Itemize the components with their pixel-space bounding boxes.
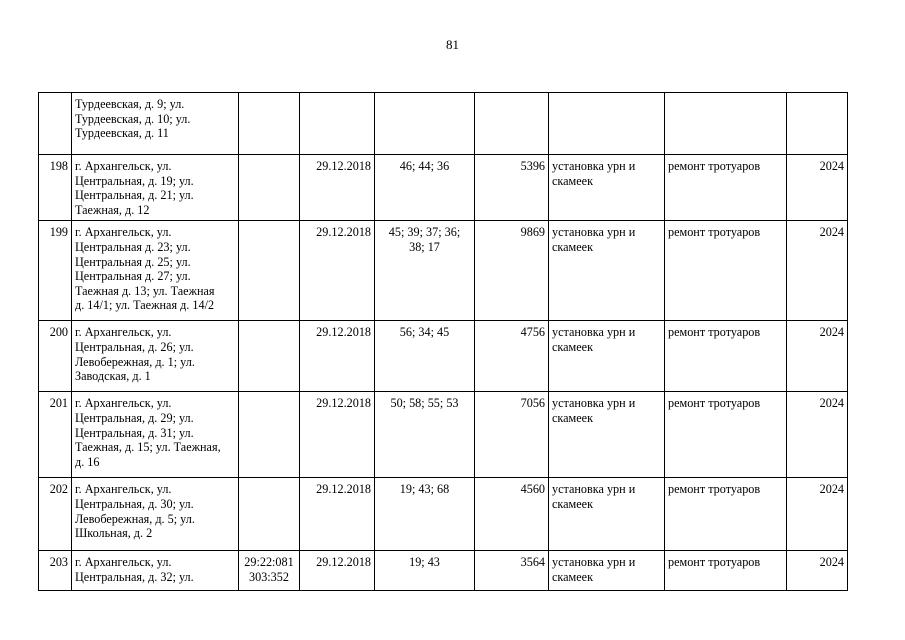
address-cell-line: Центральная, д. 21; ул. — [75, 188, 194, 203]
address-cell-line: Центральная, д. 26; ул. — [75, 339, 194, 354]
year-cell: 2024 — [787, 392, 848, 478]
values-cell — [375, 155, 475, 221]
date-cell: 29.12.2018 — [300, 392, 375, 478]
works-cell-line: установка урн и — [552, 325, 636, 340]
table-row — [39, 321, 848, 392]
address-cell — [72, 93, 239, 155]
address-cell-line: Центральная, д. 19; ул. — [75, 173, 194, 188]
address-cell-line: г. Архангельск, ул. — [75, 325, 172, 340]
values-cell — [375, 93, 475, 155]
area-cell — [475, 93, 549, 155]
values-cell-line: 19; 43 — [409, 555, 440, 570]
address-cell-line: Центральная, д. 29; ул. — [75, 410, 194, 425]
address-cell-line: д. 16 — [75, 454, 100, 469]
area-cell: 3564 — [475, 551, 549, 591]
address-cell — [72, 551, 239, 591]
works-cell — [549, 321, 665, 392]
area-cell: 4756 — [475, 321, 549, 392]
address-cell-line: Центральная д. 23; ул. — [75, 239, 191, 254]
address-cell-line: г. Архангельск, ул. — [75, 225, 172, 240]
address-cell-line: Турдеевская, д. 10; ул. — [75, 111, 191, 126]
works-cell-line: скамеек — [552, 239, 594, 254]
address-cell-line: г. Архангельск, ул. — [75, 482, 172, 497]
works-cell-line: установка урн и — [552, 396, 636, 411]
works-cell-line: скамеек — [552, 496, 594, 511]
row-number — [39, 93, 72, 155]
address-cell — [72, 478, 239, 551]
table-row — [39, 392, 848, 478]
address-cell-line: д. 14/1; ул. Таежная д. 14/2 — [75, 298, 215, 313]
cadastral-number-cell — [239, 551, 300, 591]
address-cell — [72, 392, 239, 478]
address-cell-line: Таежная д. 13; ул. Таежная — [75, 283, 215, 298]
works-cell-line: установка урн и — [552, 159, 636, 173]
date-cell: 29.12.2018 — [300, 221, 375, 321]
address-cell-line: Заводская, д. 1 — [75, 369, 151, 384]
address-cell-line: Турдеевская, д. 9; ул. — [75, 97, 185, 111]
works-cell-line: скамеек — [552, 410, 594, 425]
values-cell — [375, 321, 475, 392]
repair-cell: ремонт тротуаров — [665, 155, 787, 221]
year-cell: 2024 — [787, 478, 848, 551]
values-cell-line: 45; 39; 37; 36; — [388, 225, 461, 240]
works-cell-line: скамеек — [552, 339, 594, 354]
values-cell — [375, 478, 475, 551]
row-number: 199 — [39, 221, 72, 321]
repair-cell: ремонт тротуаров — [665, 478, 787, 551]
year-cell: 2024 — [787, 221, 848, 321]
table-row — [39, 221, 848, 321]
year-cell: 2024 — [787, 551, 848, 591]
row-number: 198 — [39, 155, 72, 221]
table-row — [39, 551, 848, 591]
cadastral-number-cell — [239, 93, 300, 155]
date-cell: 29.12.2018 — [300, 321, 375, 392]
works-cell — [549, 155, 665, 221]
row-number: 201 — [39, 392, 72, 478]
values-cell-line: 38; 17 — [409, 239, 440, 254]
address-cell-line: Таежная, д. 15; ул. Таежная, — [75, 440, 221, 455]
cadastral-number-cell — [239, 155, 300, 221]
address-cell-line: Центральная д. 27; ул. — [75, 269, 191, 284]
works-cell-line: установка урн и — [552, 225, 636, 240]
values-cell — [375, 551, 475, 591]
values-cell — [375, 221, 475, 321]
address-cell-line: Школьная, д. 2 — [75, 526, 153, 541]
address-cell — [72, 321, 239, 392]
address-cell — [72, 221, 239, 321]
address-cell-line: Левобережная, д. 5; ул. — [75, 511, 195, 526]
address-cell-line: г. Архангельск, ул. — [75, 159, 172, 173]
address-cell-line: Таежная, д. 12 — [75, 202, 150, 217]
area-cell: 7056 — [475, 392, 549, 478]
date-cell: 29.12.2018 — [300, 551, 375, 591]
values-cell-line: 46; 44; 36 — [399, 159, 450, 173]
works-cell — [549, 392, 665, 478]
values-cell-line: 50; 58; 55; 53 — [390, 396, 459, 411]
date-cell — [300, 93, 375, 155]
year-cell: 2024 — [787, 155, 848, 221]
table-row — [39, 155, 848, 221]
address-cell-line: г. Архангельск, ул. — [75, 555, 172, 570]
cadastral-number-cell — [239, 392, 300, 478]
address-cell-line: Центральная, д. 30; ул. — [75, 496, 194, 511]
date-cell: 29.12.2018 — [300, 478, 375, 551]
year-cell — [787, 93, 848, 155]
address-cell-line: Центральная, д. 32; ул. — [75, 569, 194, 584]
repair-cell: ремонт тротуаров — [665, 221, 787, 321]
cadastral-number-cell — [239, 221, 300, 321]
address-cell-line: Турдеевская, д. 11 — [75, 126, 169, 141]
address-cell-line: Центральная д. 25; ул. — [75, 254, 191, 269]
cadastral-number-cell — [239, 321, 300, 392]
cadastral-number-cell-line: 29:22:081 — [244, 555, 294, 570]
area-cell: 5396 — [475, 155, 549, 221]
address-cell-line: Левобережная, д. 1; ул. — [75, 354, 195, 369]
values-cell-line: 19; 43; 68 — [399, 482, 450, 497]
works-cell — [549, 478, 665, 551]
table-row — [39, 93, 848, 155]
works-cell-line: скамеек — [552, 173, 594, 188]
page-number: 81 — [446, 37, 459, 52]
repair-cell: ремонт тротуаров — [665, 551, 787, 591]
values-cell-line: 56; 34; 45 — [399, 325, 450, 340]
cadastral-number-cell — [239, 478, 300, 551]
year-cell: 2024 — [787, 321, 848, 392]
row-number: 200 — [39, 321, 72, 392]
date-cell: 29.12.2018 — [300, 155, 375, 221]
repair-cell: ремонт тротуаров — [665, 321, 787, 392]
table-row — [39, 478, 848, 551]
area-cell: 4560 — [475, 478, 549, 551]
data-table — [38, 92, 848, 591]
address-cell-line: г. Архангельск, ул. — [75, 396, 172, 411]
repair-cell — [665, 93, 787, 155]
row-number: 203 — [39, 551, 72, 591]
table-body — [39, 93, 848, 591]
address-cell-line: Центральная, д. 31; ул. — [75, 425, 194, 440]
area-cell: 9869 — [475, 221, 549, 321]
works-cell-line: установка урн и — [552, 555, 636, 570]
works-cell — [549, 93, 665, 155]
address-cell — [72, 155, 239, 221]
repair-cell: ремонт тротуаров — [665, 392, 787, 478]
cadastral-number-cell-line: 303:352 — [249, 569, 289, 584]
works-cell — [549, 221, 665, 321]
works-cell — [549, 551, 665, 591]
works-cell-line: скамеек — [552, 569, 594, 584]
row-number: 202 — [39, 478, 72, 551]
values-cell — [375, 392, 475, 478]
works-cell-line: установка урн и — [552, 482, 636, 497]
